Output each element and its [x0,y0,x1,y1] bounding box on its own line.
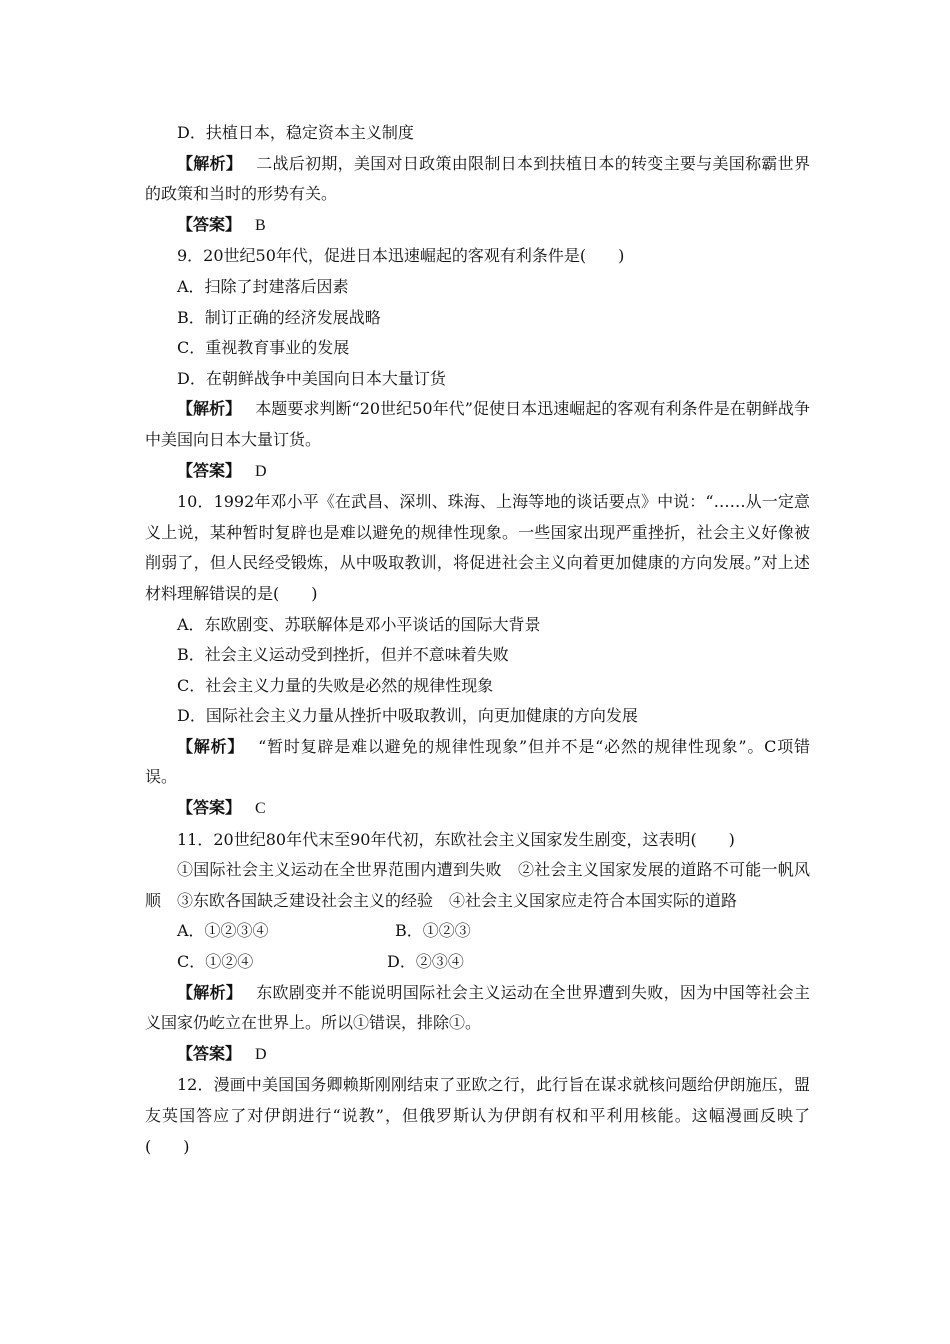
answer-label: 【答案】 [177,214,242,234]
answer-line [145,210,810,242]
answer-value: B [255,216,266,234]
answer-option: A．东欧剧变、苏联解体是邓小平谈话的国际大背景 [177,614,541,634]
document-body [145,118,810,1162]
answer-option: D．②③④ [387,952,464,972]
answer-label: 【答案】 [177,1043,242,1063]
answer-option: B．①②③ [395,921,471,941]
answer-option: C．重视教育事业的发展 [177,338,350,358]
answer-line [145,793,810,825]
question-text: 10．1992年邓小平《在武昌、深圳、珠海、上海等地的谈话要点》中说：“……从一定意义上说，某种暂时复辟也是难以避免的规律性现象。一些国家出现严重挫折，社会主义好像被削弱了，但人民经受锻炼，从中吸取教训，将促进社会主义向着更加健康的方向发展。”对上述材料理解错误的是( ) [145,492,810,603]
explanation-paragraph [145,732,810,793]
answer-option: C．①②④ [177,952,254,972]
question-text: ①国际社会主义运动在全世界范围内遭到失败 ②社会主义国家发展的道路不可能一帆风顺 ③东欧各国缺乏建设社会主义的经验 ④社会主义国家应走符合本国实际的道路 [145,860,810,910]
question-text: 9．20世纪50年代，促进日本迅速崛起的客观有利条件是( ) [177,246,625,266]
answer-option: C．社会主义力量的失败是必然的规律性现象 [177,675,494,695]
answer-label: 【答案】 [177,460,242,480]
answer-value: D [255,462,267,480]
answer-option: B．制订正确的经济发展战略 [177,307,381,327]
answer-value: D [255,1045,267,1063]
explanation-text: 二战后初期，美国对日政策由限制日本到扶植日本的转变主要与美国称霸世界的政策和当时的形势有关。 [145,153,810,204]
answer-line [145,1039,810,1071]
explanation-paragraph [145,394,810,455]
explanation-text: 东欧剧变并不能说明国际社会主义运动在全世界遭到失败，因为中国等社会主义国家仍屹立在世界上。所以①错误，排除①。 [145,982,810,1033]
explanation-label: 【解析】 [177,736,245,756]
answer-option: D．国际社会主义力量从挫折中吸取教训，向更加健康的方向发展 [177,706,638,726]
explanation-paragraph [145,149,810,210]
question-text: 12．漫画中美国国务卿赖斯刚刚结束了亚欧之行，此行旨在谋求就核问题给伊朗施压，盟友英国答应了对伊朗进行“说教”，但俄罗斯认为伊朗有权和平利用核能。这幅漫画反映了( ) [145,1075,810,1156]
explanation-text: 本题要求判断“20世纪50年代”促使日本迅速崛起的客观有利条件是在朝鲜战争中美国向日本大量订货。 [145,399,810,449]
option-row [145,947,810,978]
answer-option: D．扶植日本，稳定资本主义制度 [177,123,414,142]
explanation-paragraph [145,978,810,1039]
answer-line [145,456,810,488]
answer-label: 【答案】 [177,798,242,818]
answer-option: A．扫除了封建落后因素 [177,276,349,296]
question-text: 11．20世纪80年代末至90年代初，东欧社会主义国家发生剧变，这表明( ) [177,829,735,849]
explanation-label: 【解析】 [177,399,242,419]
answer-value: C [255,800,266,818]
explanation-label: 【解析】 [177,982,243,1002]
explanation-label: 【解析】 [177,153,243,173]
answer-option: B．社会主义运动受到挫折，但并不意味着失败 [177,645,509,665]
explanation-text: “暂时复辟是难以避免的规律性现象”但并不是“必然的规律性现象”。C项错误。 [145,736,810,787]
answer-option: A．①②③④ [177,921,269,941]
option-row [145,916,810,947]
answer-option: D．在朝鲜战争中美国向日本大量订货 [177,368,446,388]
